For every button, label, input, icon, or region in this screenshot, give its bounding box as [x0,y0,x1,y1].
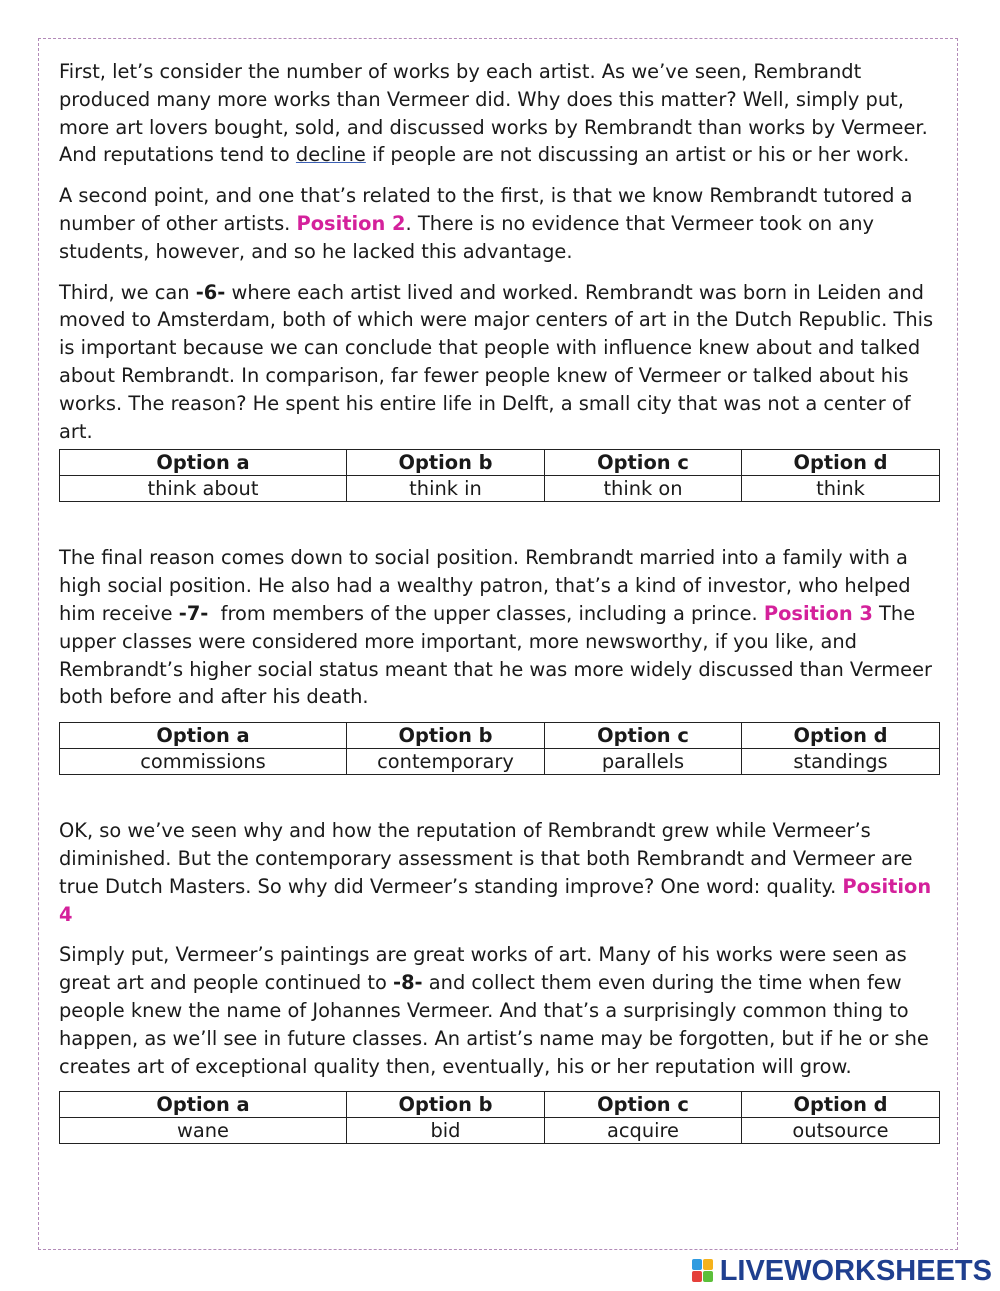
option-d-header: Option d [742,723,940,749]
gap-7[interactable]: -7- [178,601,209,625]
option-a-header: Option a [60,1092,347,1118]
spacer [59,775,941,817]
spacer [59,502,941,544]
paragraph-5-text-a: OK, so we’ve seen why and how the reputation of Rembrandt grew while Vermeer’s diminished. But the contemporary assessment is that both Rembrandt and Vermeer are true Dutch Masters. So why did Vermeer’s standing improve? One word: quality. [59,819,913,898]
paragraph-1 [59,58,941,169]
option-b-header: Option b [347,1092,545,1118]
paragraph-4-text-a: The final reason comes down to social position. Rembrandt married into a family with a high social position. He also had a wealthy patron, that’s a kind of investor, who helped him receive [59,546,911,625]
option-a-header: Option a [60,723,347,749]
options-row [60,749,940,775]
position-4-marker[interactable]: Position 4 [59,874,932,926]
option-d-value[interactable]: think [742,476,940,502]
liveworksheets-logo-text: LIVEWORKSHEETS [719,1254,992,1287]
option-c-header: Option c [545,723,742,749]
paragraph-6-text-a: Simply put, Vermeer’s paintings are great works of art. Many of his works were seen as great art and people continued to [59,943,907,995]
liveworksheets-logo [692,1256,992,1286]
gap-6[interactable]: -6- [195,280,226,304]
options-table-6 [59,449,940,502]
option-d-header: Option d [742,1092,940,1118]
option-b-value[interactable]: think in [347,476,545,502]
paragraph-3-text-b: where each artist lived and worked. Rembrandt was born in Leiden and moved to Amsterdam, both of which were major centers of art in the Dutch Republic. This is important because we can conclude that people with influence knew about and talked about Rembrandt. In comparison, far fewer people knew of Vermeer or talked about his works. The reason? He spent his entire life in Delft, a small city that was not a center of art. [59,280,934,443]
liveworksheets-logo-icon [692,1259,714,1283]
option-d-value[interactable]: outsource [742,1118,940,1144]
option-a-value[interactable]: commissions [60,749,347,775]
option-c-header: Option c [545,450,742,476]
option-b-header: Option b [347,723,545,749]
paragraph-2-text-b: . There is no evidence that Vermeer took on any students, however, and so he lacked this advantage. [59,211,875,263]
paragraph-2-text-a: A second point, and one that’s related to the first, is that we know Rembrandt tutored a number of other artists. [59,184,913,235]
option-b-value[interactable]: contemporary [347,749,545,775]
position-2-marker[interactable]: Position 2 [296,211,406,235]
paragraph-6 [59,941,941,1080]
paragraph-4 [59,544,941,711]
paragraph-5 [59,817,941,928]
option-a-value[interactable]: wane [60,1118,347,1144]
options-header-row [60,1092,940,1118]
options-table-8 [59,1091,940,1144]
gap-8[interactable]: -8- [393,971,423,995]
option-b-header: Option b [347,450,545,476]
paragraph-3-text-a: Third, we can [59,280,196,304]
option-b-value[interactable]: bid [347,1118,545,1144]
option-c-header: Option c [545,1092,742,1118]
paragraph-3 [59,279,941,446]
options-header-row [60,723,940,749]
option-a-value[interactable]: think about [60,476,347,502]
options-header-row [60,450,940,476]
paragraph-4-text-c: The upper classes were considered more important, more newsworthy, if you like, and Rembrandt’s higher social status meant that he was more widely discussed than Vermeer both before and after his death. [59,601,932,709]
option-c-value[interactable]: think on [545,476,742,502]
paragraph-4-text-b: from members of the upper classes, including a prince. [208,601,764,625]
decline-link[interactable]: decline [295,143,366,167]
option-c-value[interactable]: acquire [545,1118,742,1144]
option-c-value[interactable]: parallels [545,749,742,775]
option-d-value[interactable]: standings [742,749,940,775]
options-table-7 [59,722,940,775]
option-a-header: Option a [60,450,347,476]
paragraph-2 [59,182,941,265]
option-d-header: Option d [742,450,940,476]
worksheet-content [59,58,941,1144]
paragraph-1-text-b: if people are not discussing an artist or his or her work. [365,143,910,167]
paragraph-6-text-b: and collect them even during the time when few people knew the name of Johannes Vermeer. And that’s a surprisingly common thing to happen, as we’ll see in future classes. An artist’s name may be forgotten, but if he or she creates art of exceptional quality then, eventually, his or her reputation will grow. [59,971,929,1078]
position-3-marker[interactable]: Position 3 [763,601,873,625]
options-row [60,1118,940,1144]
options-row [60,476,940,502]
paragraph-1-text-a: First, let’s consider the number of works by each artist. As we’ve seen, Rembrandt produced many more works than Vermeer did. Why does this matter? Well, simply put, more art lovers bought, sold, and discussed works by Rembrandt than works by Vermeer. And reputations tend to [59,60,928,167]
